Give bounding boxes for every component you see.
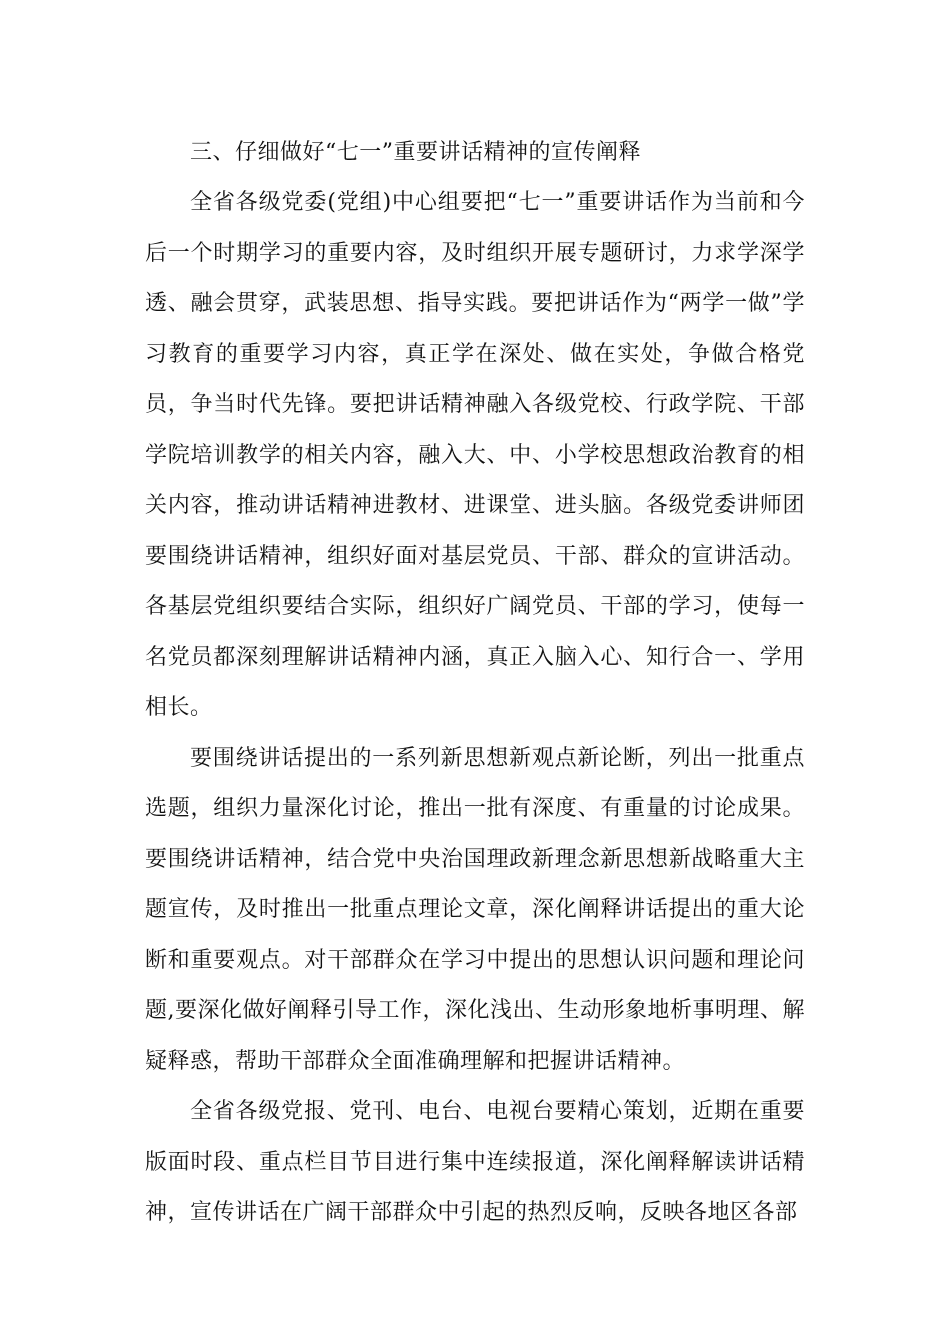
section-heading: 三、仔细做好“七一”重要讲话精神的宣传阐释	[190, 140, 641, 165]
paragraph-2: 要围绕讲话提出的一系列新思想新观点新论断，列出一批重点选题，组织力量深化讨论，推出一批有深度、有重量的讨论成果。要围绕讲话精神，结合党中央治国理政新理念新思想新战略重大主题宣传，及时推出一批重点理论文章，深化阐释讲话提出的重大论断和重要观点。对干部群众在学习中提出的思想认识问题和理论问题,要深化做好阐释引导工作，深化浅出、生动形象地析事明理、解疑释惑，帮助干部群众全面准确理解和把握讲话精神。	[145, 745, 805, 1074]
document-body	[145, 178, 805, 1239]
paragraph-1: 全省各级党委(党组)中心组要把“七一”重要讲话作为当前和今后一个时期学习的重要内容，及时组织开展专题研讨，力求学深学透、融会贯穿，武装思想、指导实践。要把讲话作为“两学一做”学习教育的重要学习内容，真正学在深处、做在实处，争做合格党员，争当时代先锋。要把讲话精神融入各级党校、行政学院、干部学院培训教学的相关内容，融入大、中、小学校思想政治教育的相关内容，推动讲话精神进教材、进课堂、进头脑。各级党委讲师团要围绕讲话精神，组织好面对基层党员、干部、群众的宣讲活动。各基层党组织要结合实际，组织好广阔党员、干部的学习，使每一名党员都深刻理解讲话精神内涵，真正入脑入心、知行合一、学用相长。	[145, 190, 805, 720]
paragraph-3: 全省各级党报、党刊、电台、电视台要精心策划，近期在重要版面时段、重点栏目节目进行集中连续报道，深化阐释解读讲话精神，宣传讲话在广阔干部群众中引起的热烈反响，反映各地区各部	[145, 1099, 805, 1225]
